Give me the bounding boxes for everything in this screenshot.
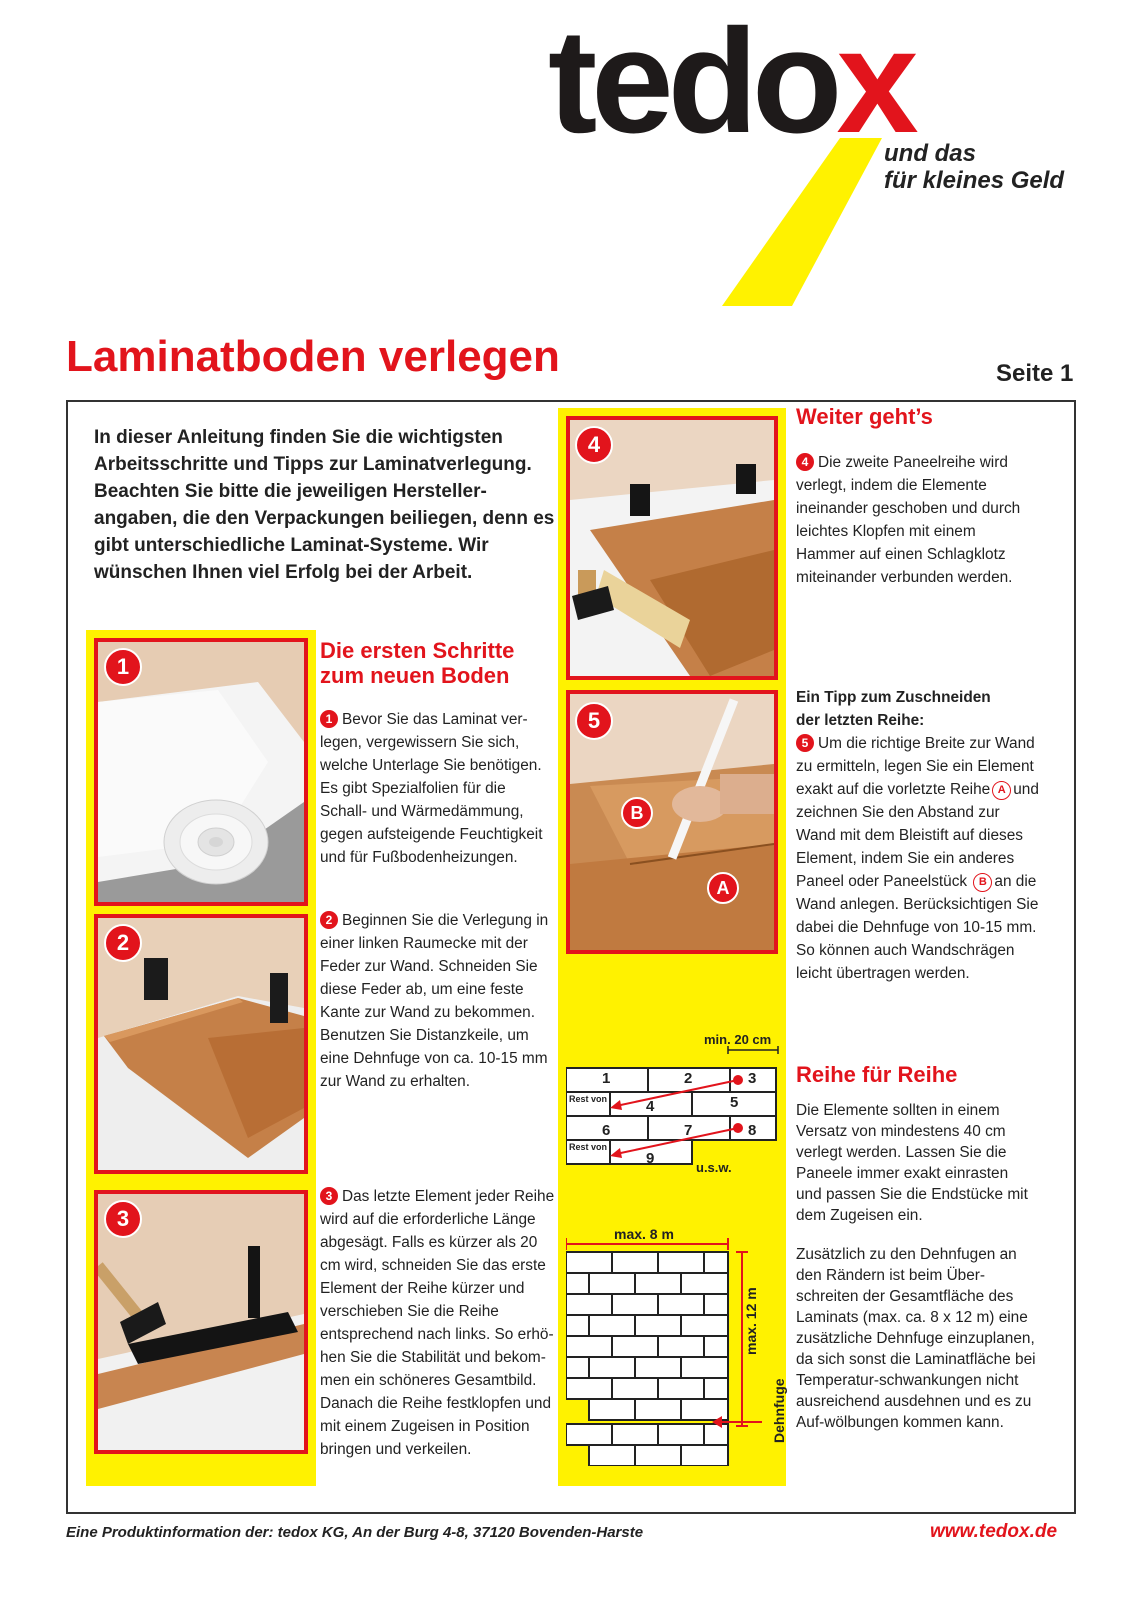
label-a-photo: A [707, 872, 739, 904]
badge-step-2: 2 [104, 924, 142, 962]
cell-8: 8 [748, 1122, 757, 1139]
footer-website-link[interactable]: www.tedox.de [930, 1521, 1058, 1542]
weiter-heading: Weiter geht’s [796, 404, 933, 429]
max-8m-label: max. 8 m [614, 1226, 674, 1242]
intro-text: In dieser Anleitung finden Sie die wichtigsten Arbeitsschritte und Tipps zur Laminatverlegung. Beachten Sie bitte die jeweiligen Hersteller-angaben, die den Verpackungen beiliegen, denn es gibt unterschiedliche Laminat-Systeme. Wir wünschen Ihnen viel Erfolg bei der Arbeit. [94, 427, 555, 583]
tip-text: Ein Tipp zum Zuschneiden der letzten Reihe: 5 Um die richtige Breite zur Wand zu ermitteln, legen Sie ein Element exakt auf die vorletzte Reihe A und zeichnen Sie den Abstand zur Wand mit dem Bleistift auf dieses Element, indem Sie ein anderes Paneel oder Paneelstück B an die Wand anlegen. Berücksichtigen Sie dabei die Dehnfuge von 10-15 mm. So können auch Wandschrägen leicht übertragen werden. [796, 686, 1040, 985]
expansion-joint-diagram [566, 1226, 786, 1466]
cell-9: 9 [646, 1150, 655, 1167]
step-4-text: 4 Die zweite Paneelreihe wird verlegt, indem die Elemente ineinander geschoben und durch leichtes Klopfen mit einem Hammer auf einen Schlagklotz miteinander verbunden werden. [796, 454, 1021, 586]
tedox-logo[interactable]: tedox [548, 0, 913, 164]
page-title: Laminatboden verlegen [66, 332, 560, 381]
rest-label-1: Rest von [569, 1094, 608, 1104]
reihe-heading: Reihe für Reihe [796, 1062, 958, 1087]
step-2-text: 2 Beginnen Sie die Verlegung in einer linken Raumecke mit der Feder zur Wand. Schneiden Sie diese Feder ab, um eine feste Kante zur Wand zu bekommen. Benutzen Sie Distanzkeile, um eine Dehnfuge von ca. 10-15 mm zur Wand zu erhalten. [320, 912, 549, 1090]
max-12m-label: max. 12 m [743, 1287, 759, 1355]
step-3-number: 3 [320, 1187, 338, 1205]
badge-step-3: 3 [104, 1200, 142, 1238]
page-number: Seite 1 [996, 360, 1074, 387]
badge-step-1: 1 [104, 648, 142, 686]
step-1-text: 1 Bevor Sie das Laminat ver-legen, vergewissern Sie sich, welche Unterlage Sie benötigen. Es gibt Spezialfolien für die Schall- und Wärmedämmung, gegen aufsteigende Feuchtigkeit und für Fußbodenheizungen. [320, 711, 543, 866]
cell-4: 4 [646, 1098, 655, 1115]
min-20cm-label: min. 20 cm [704, 1032, 772, 1047]
row-offset-lines [566, 1032, 786, 1182]
cell-7: 7 [684, 1122, 693, 1139]
label-b-inline: B [973, 873, 992, 892]
cell-6: 6 [602, 1122, 611, 1139]
rest-label-2: Rest von [569, 1142, 608, 1152]
row-offset-diagram [566, 1032, 786, 1182]
reihe-para-2: Zusätzlich zu den Dehnfugen an den Rändern ist beim Über-schreiten der Gesamtfläche des Laminats (max. ca. 8 x 12 m) eine zusätzliche Dehnfuge einzuplanen, da sich sonst die Laminatfläche bei Temperatur-schwankungen nicht ausreichend ausdehnen und es zu Auf-wölbungen kommen kann. [796, 1246, 1036, 1431]
cell-3: 3 [748, 1070, 757, 1087]
cell-2: 2 [684, 1070, 693, 1087]
dehnfuge-label: Dehnfuge [771, 1378, 787, 1443]
step-1-number: 1 [320, 710, 338, 728]
cell-1: 1 [602, 1070, 611, 1087]
step-2-number: 2 [320, 911, 338, 929]
tip-heading-1: Ein Tipp zum Zuschneiden [796, 689, 991, 706]
reihe-para-1: Die Elemente sollten in einem Versatz von mindestens 40 cm verlegt werden. Lassen Sie die Paneele immer exakt einrasten und passen Sie die Endstücke mit dem Zugeisen ein. [796, 1102, 1028, 1224]
tip-heading-2: der letzten Reihe: [796, 712, 925, 729]
badge-step-5: 5 [575, 702, 613, 740]
slogan: und das für kleines Geld [884, 140, 1065, 194]
badge-step-4: 4 [575, 426, 613, 464]
label-a-inline: A [992, 781, 1011, 800]
footer-info: Eine Produktinformation der: tedox KG, An der Burg 4-8, 37120 Bovenden-Harste [66, 1524, 644, 1541]
step-5-number: 5 [796, 734, 814, 752]
section-first-steps-heading: Die ersten Schritte zum neuen Boden [320, 638, 515, 688]
step-3-text: 3 Das letzte Element jeder Reihe wird auf die erforderliche Länge abgesägt. Falls es kürzer als 20 cm wird, schneiden Sie das erste Element der Reihe kürzer und verschieben Sie die Reihe entsprechend nach links. So erhö-hen Sie die Stabilität und bekom-men ein schöneres Gesamtbild. Danach die Reihe festklopfen und mit einem Zugeisen in Position bringen und verkeilen. [320, 1188, 555, 1458]
step-4-number: 4 [796, 453, 814, 471]
label-b-photo: B [621, 797, 653, 829]
cell-5: 5 [730, 1094, 739, 1111]
usw-label: u.s.w. [696, 1160, 732, 1175]
